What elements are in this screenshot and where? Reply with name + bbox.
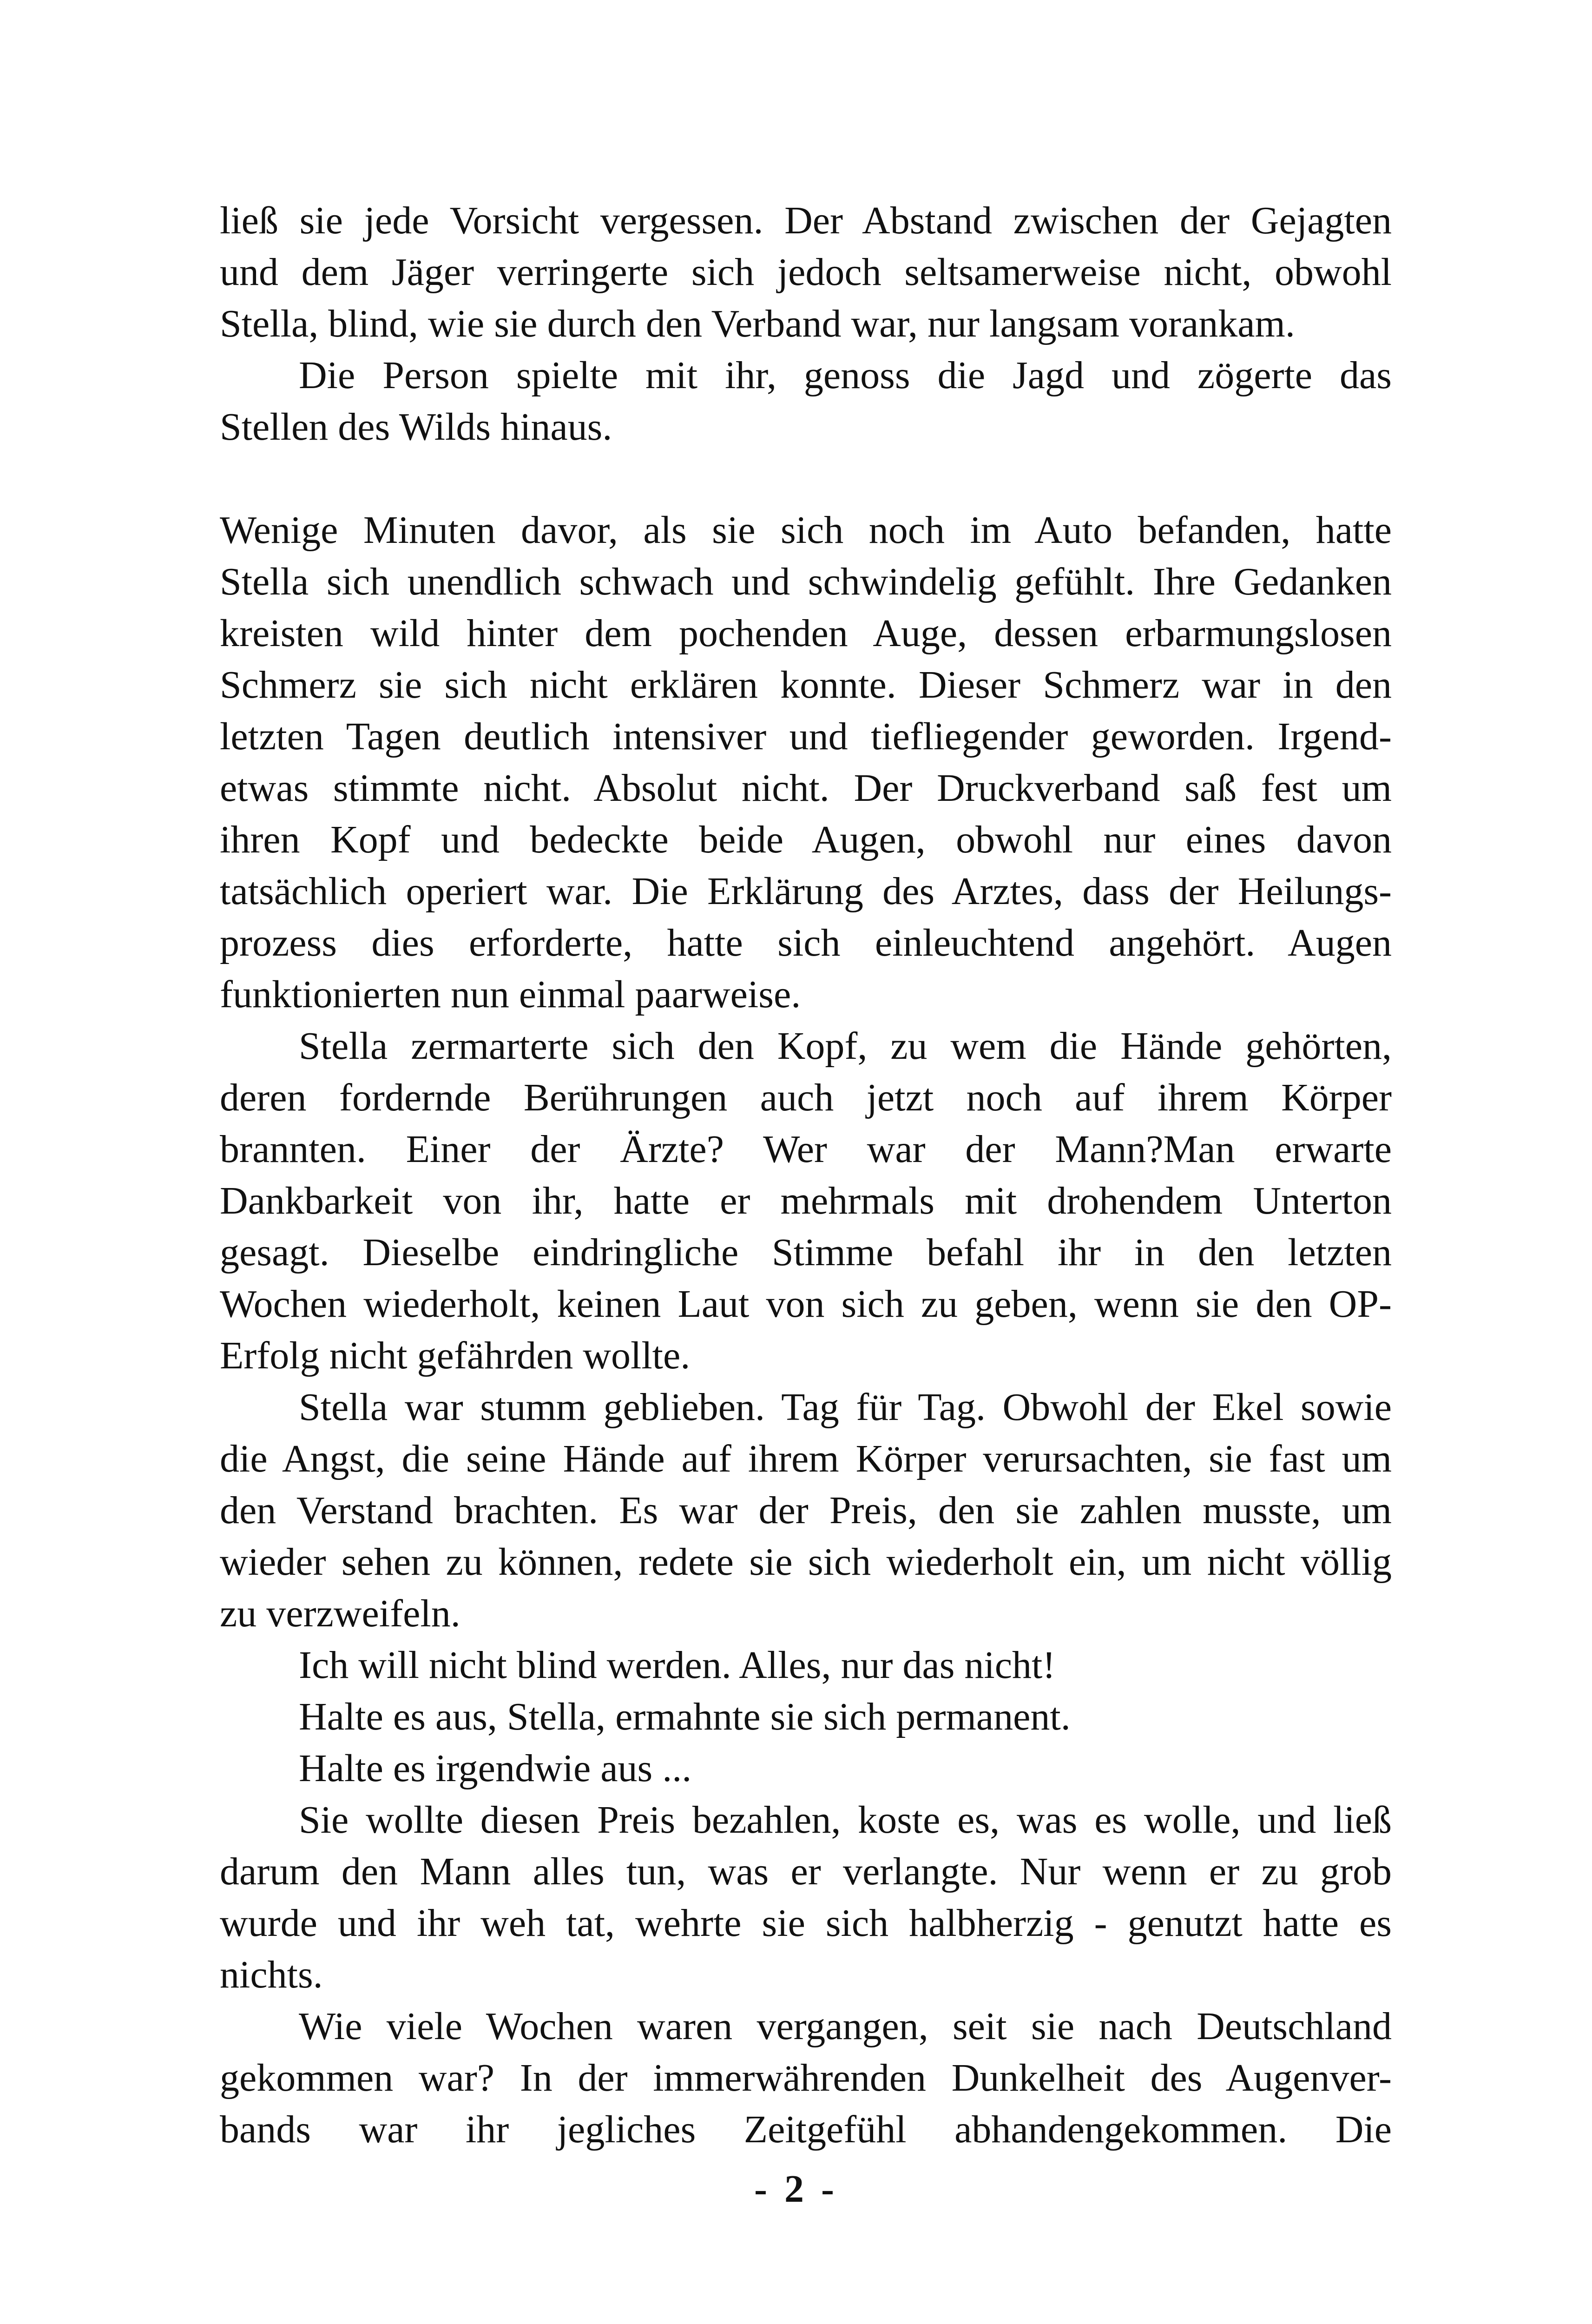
text-line: Erfolg nicht gefährden wollte. <box>220 1334 691 1377</box>
text-line: Stella sich unendlich schwach und schwindelig gefühlt. Ihre Gedanken <box>220 560 1392 603</box>
text-line: Die Person spielte mit ihr, genoss die Jagd und zögerte das <box>299 354 1392 397</box>
text-line: letzten Tagen deutlich intensiver und tiefliegender geworden. Irgend- <box>220 715 1392 758</box>
text-line: brannten. Einer der Ärzte? Wer war der Mann?Man erwarte <box>220 1128 1392 1171</box>
page-number: - 2 - <box>754 2167 838 2211</box>
text-line: wieder sehen zu können, redete sie sich wiederholt ein, um nicht völlig <box>220 1540 1392 1584</box>
text-line: tatsächlich operiert war. Die Erklärung des Arztes, dass der Heilungs- <box>220 870 1392 913</box>
text-line: zu verzweifeln. <box>220 1592 460 1635</box>
text-line: Wie viele Wochen waren vergangen, seit sie nach Deutschland <box>299 2005 1392 2048</box>
text-line: Ich will nicht blind werden. Alles, nur das nicht! <box>299 1644 1056 1687</box>
text-line: Dankbarkeit von ihr, hatte er mehrmals mit drohendem Unterton <box>220 1179 1392 1222</box>
text-line: Halte es aus, Stella, ermahnte sie sich permanent. <box>299 1695 1071 1738</box>
text-line: Halte es irgendwie aus ... <box>299 1747 692 1790</box>
text-line: Sie wollte diesen Preis bezahlen, koste es, was es wolle, und ließ <box>299 1798 1392 1842</box>
text-line: ließ sie jede Vorsicht vergessen. Der Abstand zwischen der Gejagten <box>220 199 1392 242</box>
text-line: die Angst, die seine Hände auf ihrem Körper verursachten, sie fast um <box>220 1437 1392 1480</box>
text-line: Stellen des Wilds hinaus. <box>220 405 612 449</box>
text-line: Stella zermarterte sich den Kopf, zu wem die Hände gehörten, <box>299 1024 1392 1068</box>
text-line: bands war ihr jegliches Zeitgefühl abhandengekommen. Die <box>220 2108 1392 2151</box>
text-line: Wochen wiederholt, keinen Laut von sich zu geben, wenn sie den OP- <box>220 1282 1392 1326</box>
text-line: Stella, blind, wie sie durch den Verband war, nur langsam vorankam. <box>220 302 1295 345</box>
section-break <box>220 453 1392 504</box>
text-line: Schmerz sie sich nicht erklären konnte. Dieser Schmerz war in den <box>220 663 1392 706</box>
text-line: gekommen war? In der immerwährenden Dunkelheit des Augenver- <box>220 2056 1392 2100</box>
text-line: Stella war stumm geblieben. Tag für Tag. Obwohl der Ekel sowie <box>299 1386 1392 1429</box>
text-line: und dem Jäger verringerte sich jedoch seltsamerweise nicht, obwohl <box>220 251 1392 294</box>
text-line: nichts. <box>220 1953 323 1996</box>
text-line: darum den Mann alles tun, was er verlangte. Nur wenn er zu grob <box>220 1850 1392 1893</box>
text-line: funktionierten nun einmal paarweise. <box>220 973 801 1016</box>
text-line: ihren Kopf und bedeckte beide Augen, obwohl nur eines davon <box>220 818 1392 861</box>
body-text <box>220 195 1392 2155</box>
text-line: kreisten wild hinter dem pochenden Auge, dessen erbarmungslosen <box>220 612 1392 655</box>
text-line: den Verstand brachten. Es war der Preis, den sie zahlen musste, um <box>220 1489 1392 1532</box>
text-line: Wenige Minuten davor, als sie sich noch im Auto befanden, hatte <box>220 508 1392 552</box>
text-line: prozess dies erforderte, hatte sich einleuchtend angehört. Augen <box>220 921 1392 964</box>
text-line: gesagt. Dieselbe eindringliche Stimme befahl ihr in den letzten <box>220 1231 1392 1274</box>
text-line: deren fordernde Berührungen auch jetzt noch auf ihrem Körper <box>220 1076 1392 1119</box>
text-line: wurde und ihr weh tat, wehrte sie sich halbherzig - genutzt hatte es <box>220 1901 1392 1945</box>
text-line: etwas stimmte nicht. Absolut nicht. Der Druckverband saß fest um <box>220 766 1392 810</box>
